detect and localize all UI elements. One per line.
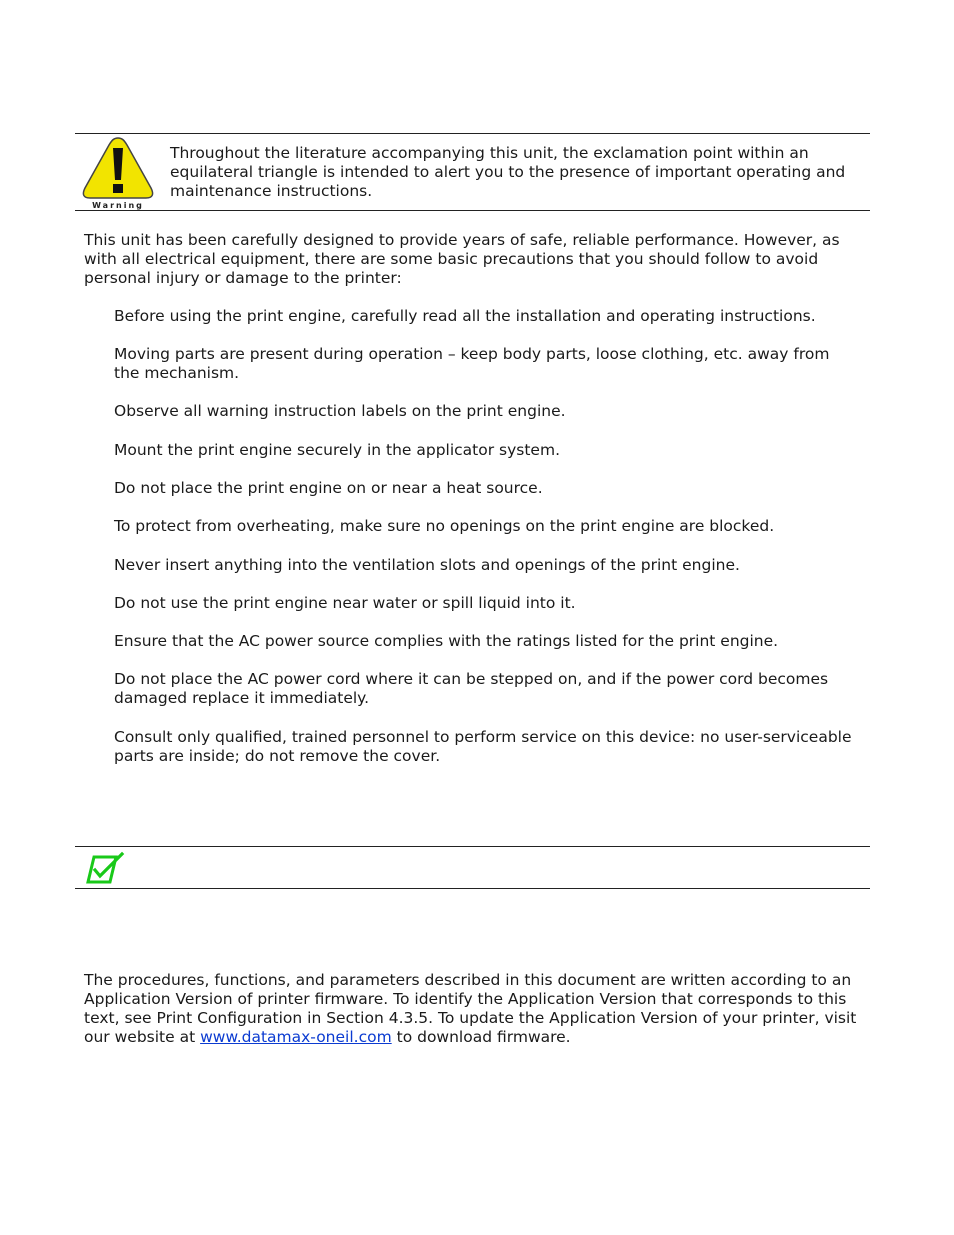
intro-paragraph: This unit has been carefully designed to provide years of safe, reliable performance. However, as with all electrical equipment, there are some basic precautions that you should follow to avoid personal injury or damage to the printer: — [84, 231, 840, 287]
datamax-website-link[interactable]: www.datamax-oneil.com — [200, 1028, 392, 1046]
precaution-item: Moving parts are present during operation – keep body parts, loose clothing, etc. away from the mechanism. — [114, 345, 830, 382]
precaution-item: Do not use the print engine near water or spill liquid into it. — [114, 594, 576, 612]
warning-icon-label: Warning — [92, 201, 144, 210]
firmware-paragraph — [84, 971, 869, 1047]
precaution-item: Do not place the AC power cord where it can be stepped on, and if the power cord becomes damaged replace it immediately. — [114, 670, 829, 707]
warning-text: Throughout the literature accompanying this unit, the exclamation point within an equilateral triangle is intended to alert you to the presence of important operating and maintenance instructions. — [170, 144, 846, 200]
warning-box-top-rule — [75, 133, 870, 134]
precaution-item: Before using the print engine, carefully read all the installation and operating instructions. — [114, 307, 816, 325]
firmware-text: The procedures, functions, and parameters described in this document are written according to an Application Version of printer firmware. To identify the Application Version that corresponds to this text, see Print Configuration in Section 4.3.5. To update the Application Version of your printer, visit our website at — [84, 971, 857, 1046]
precaution-item: Observe all warning instruction labels on the print engine. — [114, 402, 566, 420]
precaution-item: Ensure that the AC power source complies with the ratings listed for the print engine. — [114, 632, 779, 650]
firmware-text-end: to download firmware. — [391, 1028, 571, 1046]
precaution-item: Mount the print engine securely in the applicator system. — [114, 441, 560, 459]
warning-triangle-icon — [80, 134, 156, 212]
green-checkbox-icon — [86, 851, 126, 885]
precaution-item: Do not place the print engine on or near a heat source. — [114, 479, 543, 497]
precaution-item: Consult only qualified, trained personnel to perform service on this device: no user-serviceable parts are inside; do not remove the cover. — [114, 728, 852, 765]
warning-box-bottom-rule — [75, 210, 870, 211]
precaution-item: Never insert anything into the ventilation slots and openings of the print engine. — [114, 556, 740, 574]
note-box-top-rule — [75, 846, 870, 847]
precaution-item: To protect from overheating, make sure no openings on the print engine are blocked. — [114, 517, 775, 535]
note-box-bottom-rule — [75, 888, 870, 889]
